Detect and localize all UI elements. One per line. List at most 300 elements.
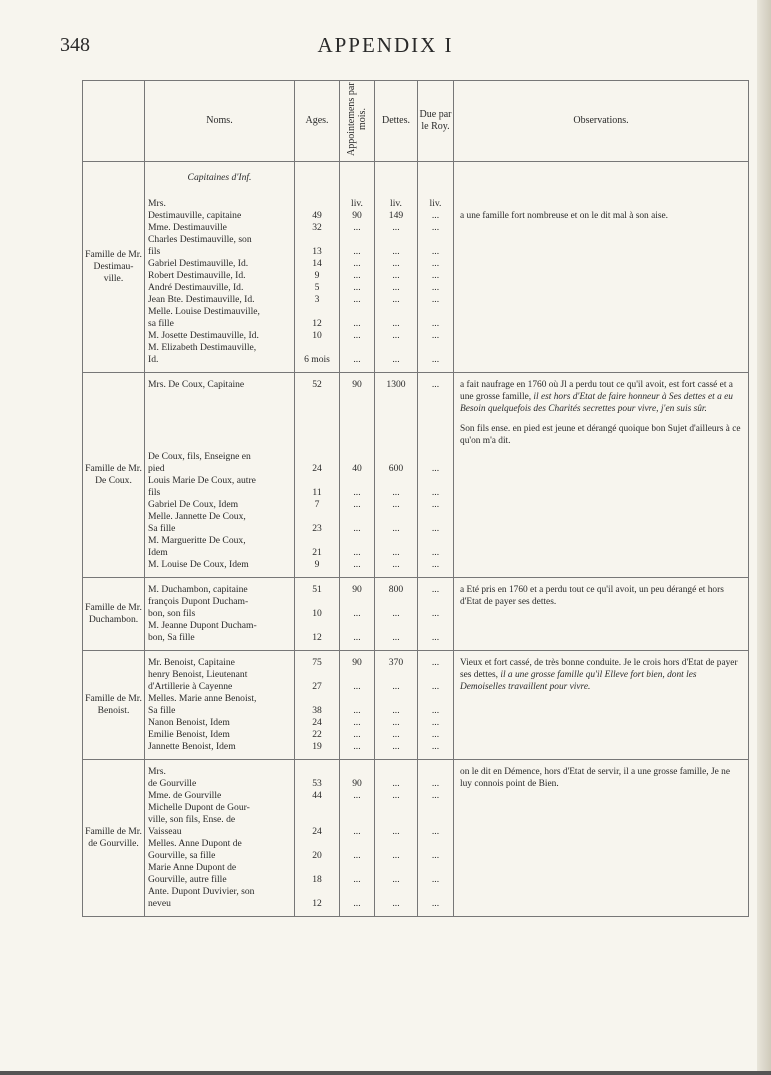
pay-value: ... xyxy=(353,487,361,498)
due-value xyxy=(421,306,450,318)
pay-value: ... xyxy=(353,246,361,257)
member-name: Melles. Anne Dupont de xyxy=(148,838,242,849)
debt-column xyxy=(375,162,418,373)
pay-value: ... xyxy=(353,258,361,269)
observation-text: Vieux et fort cassé, de très bonne conduite. Je le crois hors d'Etat de payer ses dettes, xyxy=(460,658,738,680)
debt-value xyxy=(378,802,414,814)
member-name: M. Duchambon, capitaine xyxy=(148,584,248,595)
age-value xyxy=(298,814,336,826)
family-name: Famille de Mr. Destimau-ville. xyxy=(83,162,145,373)
debt-value xyxy=(378,814,414,826)
due-value: ... xyxy=(431,547,440,558)
pay-value xyxy=(343,451,371,463)
age-value: 10 xyxy=(312,330,322,341)
debt-value: ... xyxy=(392,898,400,909)
pay-value: ... xyxy=(353,898,361,909)
family-name: Famille de Mr. de Gourville. xyxy=(83,760,145,917)
debts-header: Dettes. xyxy=(375,81,418,162)
due-value: ... xyxy=(431,463,440,474)
pay-value: ... xyxy=(353,499,361,510)
name-column xyxy=(145,760,295,917)
due-column xyxy=(418,373,454,578)
pay-value: 90 xyxy=(352,778,362,789)
pay-value xyxy=(343,415,371,427)
member-name: Ante. Dupont Duvivier, son xyxy=(148,886,255,897)
pay-value xyxy=(343,391,371,403)
family-row xyxy=(83,760,749,917)
member-name xyxy=(148,415,291,427)
debt-value: ... xyxy=(392,729,400,740)
due-value: ... xyxy=(431,657,440,668)
due-value: ... xyxy=(431,499,440,510)
family-row xyxy=(83,651,749,760)
pay-value: ... xyxy=(353,632,361,643)
age-value: 24 xyxy=(312,826,322,837)
due-value: ... xyxy=(431,330,440,341)
due-column xyxy=(418,651,454,760)
member-name: Emilie Benoist, Idem xyxy=(148,729,230,740)
age-value: 32 xyxy=(312,222,322,233)
pay-value: ... xyxy=(353,850,361,861)
family-group xyxy=(83,760,749,917)
member-name: De Coux, fils, Enseigne en xyxy=(148,451,251,462)
debt-value xyxy=(378,415,414,427)
debt-value: ... xyxy=(392,246,400,257)
member-name: Melles. Marie anne Benoist, xyxy=(148,693,257,704)
pay-value: ... xyxy=(353,330,361,341)
pay-value xyxy=(343,403,371,415)
due-value xyxy=(421,620,450,632)
due-value xyxy=(421,403,450,415)
debt-column xyxy=(375,578,418,651)
debt-value: ... xyxy=(392,282,400,293)
name-column xyxy=(145,373,295,578)
page-number: 348 xyxy=(60,34,90,56)
debt-value xyxy=(378,886,414,898)
due-value: ... xyxy=(431,608,440,619)
age-value: 21 xyxy=(312,547,322,558)
due-value: ... xyxy=(431,379,440,390)
pay-value xyxy=(343,427,371,439)
due-value: ... xyxy=(431,222,440,233)
age-value: 9 xyxy=(314,270,320,281)
observation xyxy=(454,373,749,578)
age-value xyxy=(298,620,336,632)
name-column xyxy=(145,162,295,373)
debt-value: ... xyxy=(392,681,400,692)
due-value: ... xyxy=(431,258,440,269)
age-value xyxy=(298,535,336,547)
debt-value: ... xyxy=(392,258,400,269)
age-value xyxy=(298,342,336,354)
pay-value xyxy=(343,802,371,814)
pay-value: ... xyxy=(353,705,361,716)
debt-column xyxy=(375,760,418,917)
pay-column xyxy=(340,578,375,651)
age-value: 11 xyxy=(312,487,322,498)
debt-value xyxy=(378,403,414,415)
due-value: ... xyxy=(431,705,440,716)
age-value xyxy=(298,838,336,850)
ages-header: Ages. xyxy=(295,81,340,162)
member-name: Mme. de Gourville xyxy=(148,790,222,801)
age-value: 13 xyxy=(312,246,322,257)
due-value xyxy=(421,415,450,427)
due-value: ... xyxy=(431,826,440,837)
pay-value: ... xyxy=(353,874,361,885)
observation-text: a Eté pris en 1760 et a perdu tout ce qu'il avoit, un peu dérangé et hors d'Etat de payer ses dettes. xyxy=(460,585,724,607)
due-value: ... xyxy=(431,282,440,293)
member-name: Melle. Jannette De Coux, xyxy=(148,511,246,522)
age-value xyxy=(298,511,336,523)
due-value xyxy=(421,814,450,826)
age-column xyxy=(295,578,340,651)
debt-value: 600 xyxy=(388,463,404,474)
member-name: henry Benoist, Lieutenant xyxy=(148,669,248,680)
member-name: M. Josette Destimauville, Id. xyxy=(148,330,259,341)
debt-value xyxy=(378,306,414,318)
due-value xyxy=(421,451,450,463)
age-value: 12 xyxy=(312,318,322,329)
pay-value xyxy=(343,511,371,523)
age-value: 9 xyxy=(314,559,320,570)
pay-value: ... xyxy=(353,729,361,740)
member-name: françois Dupont Ducham- xyxy=(148,596,249,607)
due-value xyxy=(421,439,450,451)
due-value: ... xyxy=(431,354,440,365)
age-column xyxy=(295,373,340,578)
header-row xyxy=(83,81,749,162)
age-value: 14 xyxy=(312,258,322,269)
age-value xyxy=(298,693,336,705)
due-value xyxy=(421,234,450,246)
debt-value xyxy=(378,475,414,487)
observation xyxy=(454,651,749,760)
page-bottom-edge xyxy=(0,1071,771,1075)
debt-value xyxy=(378,693,414,705)
member-name: fils xyxy=(148,246,161,257)
due-value xyxy=(421,511,450,523)
age-value: 75 xyxy=(312,657,322,668)
debt-value: 800 xyxy=(388,584,404,595)
observation xyxy=(454,162,749,373)
observation-text: il est hors d'Etat de faire honneur à Ses dettes et a eu Besoin quelquefois des Charités secrettes pour vivre, j'en suis sûr. xyxy=(460,392,733,414)
member-name: M. Jeanne Dupont Ducham- xyxy=(148,620,257,631)
due-value xyxy=(421,669,450,681)
pay-value: 40 xyxy=(352,463,362,474)
pay-value xyxy=(343,766,371,778)
member-name: bon, Sa fille xyxy=(148,632,195,643)
pay-value xyxy=(343,234,371,246)
age-value xyxy=(298,234,336,246)
due-value: ... xyxy=(431,559,440,570)
member-name xyxy=(148,439,291,451)
debt-value: ... xyxy=(392,874,400,885)
due-value xyxy=(421,427,450,439)
debt-value: ... xyxy=(392,826,400,837)
due-value: ... xyxy=(431,778,440,789)
member-name: de Gourville xyxy=(148,778,197,789)
due-column xyxy=(418,578,454,651)
due-value xyxy=(421,475,450,487)
pay-value xyxy=(343,886,371,898)
member-name: Robert Destimauville, Id. xyxy=(148,270,246,281)
member-name: André Destimauville, Id. xyxy=(148,282,244,293)
age-value xyxy=(298,451,336,463)
debt-value xyxy=(378,535,414,547)
due-value: ... xyxy=(431,850,440,861)
debt-value: ... xyxy=(392,294,400,305)
age-value xyxy=(298,427,336,439)
observation-text: a fait naufrage en 1760 où Jl a perdu tout ce qu'il avoit, est fort cassé et a une grosse famille, xyxy=(460,380,733,402)
officers-table xyxy=(82,80,749,917)
member-name xyxy=(148,391,291,403)
debt-value: ... xyxy=(392,790,400,801)
member-name: fils xyxy=(148,487,161,498)
pay-value xyxy=(343,838,371,850)
debt-value: ... xyxy=(392,778,400,789)
pay-value xyxy=(343,862,371,874)
member-name: Sa fille xyxy=(148,705,176,716)
member-name: M. Louise De Coux, Idem xyxy=(148,559,249,570)
pay-value: ... xyxy=(353,826,361,837)
pay-value: ... xyxy=(353,681,361,692)
age-value xyxy=(298,669,336,681)
pay-value: ... xyxy=(353,790,361,801)
pay-value: ... xyxy=(353,270,361,281)
pay-value: ... xyxy=(353,318,361,329)
due-value xyxy=(421,766,450,778)
age-value xyxy=(298,862,336,874)
due-value: ... xyxy=(431,898,440,909)
pay-value: ... xyxy=(353,354,361,365)
due-value: ... xyxy=(431,729,440,740)
observation-text: a une famille fort nombreuse et on le dit mal à son aise. xyxy=(460,211,669,221)
family-group xyxy=(83,578,749,651)
due-value: ... xyxy=(431,790,440,801)
pay-value xyxy=(343,620,371,632)
pay-value xyxy=(343,306,371,318)
due-value xyxy=(421,391,450,403)
pay-column xyxy=(340,760,375,917)
family-group xyxy=(83,373,749,578)
due-value: ... xyxy=(431,318,440,329)
pay-value: ... xyxy=(353,222,361,233)
due-value xyxy=(421,535,450,547)
member-name: d'Artillerie à Cayenne xyxy=(148,681,233,692)
debt-value: ... xyxy=(392,354,400,365)
pay-value: ... xyxy=(353,608,361,619)
member-name: Mrs. xyxy=(148,766,166,777)
pay-value xyxy=(343,342,371,354)
pay-value: ... xyxy=(353,294,361,305)
member-name: Jean Bte. Destimauville, Id. xyxy=(148,294,255,305)
age-value: 3 xyxy=(314,294,320,305)
member-name: Idem xyxy=(148,547,168,558)
member-name: Mme. Destimauville xyxy=(148,222,227,233)
name-column xyxy=(145,651,295,760)
due-value xyxy=(421,693,450,705)
debt-value xyxy=(378,391,414,403)
debt-value: ... xyxy=(392,705,400,716)
member-name: Id. xyxy=(148,354,159,365)
debt-value: ... xyxy=(392,318,400,329)
pay-header xyxy=(340,81,375,162)
debt-column xyxy=(375,373,418,578)
age-value: 19 xyxy=(312,741,322,752)
age-value: 10 xyxy=(312,608,322,619)
member-name: Sa fille xyxy=(148,523,176,534)
pay-value xyxy=(343,535,371,547)
age-column xyxy=(295,651,340,760)
observation-text: il a une grosse famille qu'il Elleve fort bien, dont les Demoiselles travaillent pour vivre. xyxy=(460,670,697,692)
due-value: ... xyxy=(431,681,440,692)
due-value xyxy=(421,342,450,354)
age-value: 27 xyxy=(312,681,322,692)
age-value: 24 xyxy=(312,717,322,728)
member-name: Mr. Benoist, Capitaine xyxy=(148,657,235,668)
pay-value: ... xyxy=(353,523,361,534)
family-group xyxy=(83,162,749,373)
due-value: ... xyxy=(431,717,440,728)
observation xyxy=(454,760,749,917)
member-name: Mrs. xyxy=(148,198,166,209)
member-name: neveu xyxy=(148,898,171,909)
debt-value xyxy=(378,596,414,608)
age-value: 7 xyxy=(314,499,320,510)
member-name: Gabriel De Coux, Idem xyxy=(148,499,239,510)
due-value xyxy=(421,838,450,850)
pay-value xyxy=(343,439,371,451)
age-value: 23 xyxy=(312,523,322,534)
age-value: 18 xyxy=(312,874,322,885)
age-value: 12 xyxy=(312,632,322,643)
debt-value xyxy=(378,669,414,681)
pay-value xyxy=(343,814,371,826)
family-header xyxy=(83,81,145,162)
age-value xyxy=(298,886,336,898)
age-value: 38 xyxy=(312,705,322,716)
age-value xyxy=(298,415,336,427)
debt-value xyxy=(378,511,414,523)
age-value xyxy=(298,306,336,318)
pay-value xyxy=(343,596,371,608)
page-title: APPENDIX I xyxy=(317,33,454,57)
pay-column xyxy=(340,373,375,578)
due-value: liv. xyxy=(429,198,442,209)
debt-value xyxy=(378,439,414,451)
member-name: bon, son fils xyxy=(148,608,196,619)
due-value: ... xyxy=(431,270,440,281)
member-name xyxy=(148,427,291,439)
pay-value: liv. xyxy=(351,198,363,209)
observation xyxy=(454,578,749,651)
name-column xyxy=(145,578,295,651)
debt-value: ... xyxy=(392,717,400,728)
due-value: ... xyxy=(431,210,440,221)
section-subheading: Capitaines d'Inf. xyxy=(187,172,252,183)
member-name: Gourville, sa fille xyxy=(148,850,216,861)
debt-column xyxy=(375,651,418,760)
member-name: Destimauville, capitaine xyxy=(148,210,242,221)
due-value xyxy=(421,886,450,898)
member-name: Michelle Dupont de Gour- xyxy=(148,802,250,813)
debt-value: ... xyxy=(392,222,400,233)
debt-value xyxy=(378,862,414,874)
debt-value xyxy=(378,427,414,439)
age-column xyxy=(295,162,340,373)
pay-value: ... xyxy=(353,559,361,570)
observation-text: on le dit en Démence, hors d'Etat de servir, il a une grosse famille, Je ne luy connois point de Bien. xyxy=(460,767,730,789)
member-name: ville, son fils, Ense. de xyxy=(148,814,236,825)
debt-value xyxy=(378,766,414,778)
debt-value: ... xyxy=(392,632,400,643)
member-name: Nanon Benoist, Idem xyxy=(148,717,230,728)
age-value: 52 xyxy=(312,379,322,390)
observation-text: Son fils ense. en pied est jeune et dérangé quoique bon Sujet d'ailleurs à ce qu'on m'a dit. xyxy=(460,424,741,446)
debt-value: ... xyxy=(392,608,400,619)
age-value: 22 xyxy=(312,729,322,740)
age-value: 44 xyxy=(312,790,322,801)
age-value: 12 xyxy=(312,898,322,909)
debt-value: ... xyxy=(392,741,400,752)
pay-value: 90 xyxy=(352,210,362,221)
member-name: Vaisseau xyxy=(148,826,182,837)
age-value xyxy=(298,403,336,415)
family-name: Famille de Mr. Duchambon. xyxy=(83,578,145,651)
family-name: Famille de Mr. Benoist. xyxy=(83,651,145,760)
due-column xyxy=(418,760,454,917)
debt-value xyxy=(378,234,414,246)
debt-value: ... xyxy=(392,270,400,281)
debt-value: ... xyxy=(392,487,400,498)
debt-value xyxy=(378,451,414,463)
age-value: 20 xyxy=(312,850,322,861)
debt-value xyxy=(378,838,414,850)
page-edge xyxy=(757,0,771,1075)
due-value: ... xyxy=(431,294,440,305)
debt-value xyxy=(378,342,414,354)
age-value: 51 xyxy=(312,584,322,595)
due-value: ... xyxy=(431,741,440,752)
due-value xyxy=(421,862,450,874)
due-value: ... xyxy=(431,246,440,257)
debt-value: ... xyxy=(392,850,400,861)
debt-value: ... xyxy=(392,547,400,558)
member-name: sa fille xyxy=(148,318,174,329)
debt-value: ... xyxy=(392,330,400,341)
pay-value xyxy=(343,669,371,681)
age-value: 49 xyxy=(312,210,322,221)
member-name: Melle. Louise Destimauville, xyxy=(148,306,260,317)
debt-value: liv. xyxy=(390,198,402,209)
family-row xyxy=(83,162,749,373)
member-name: Mrs. De Coux, Capitaine xyxy=(148,379,245,390)
debt-value: 370 xyxy=(388,657,404,668)
debt-value: ... xyxy=(392,523,400,534)
age-value xyxy=(298,766,336,778)
names-header: Noms. xyxy=(145,81,295,162)
age-value xyxy=(298,391,336,403)
member-name: Louis Marie De Coux, autre xyxy=(148,475,256,486)
pay-value: ... xyxy=(353,547,361,558)
debt-value: ... xyxy=(392,499,400,510)
member-name: Gourville, autre fille xyxy=(148,874,227,885)
family-row xyxy=(83,578,749,651)
family-row xyxy=(83,373,749,578)
pay-value: ... xyxy=(353,741,361,752)
age-column xyxy=(295,760,340,917)
